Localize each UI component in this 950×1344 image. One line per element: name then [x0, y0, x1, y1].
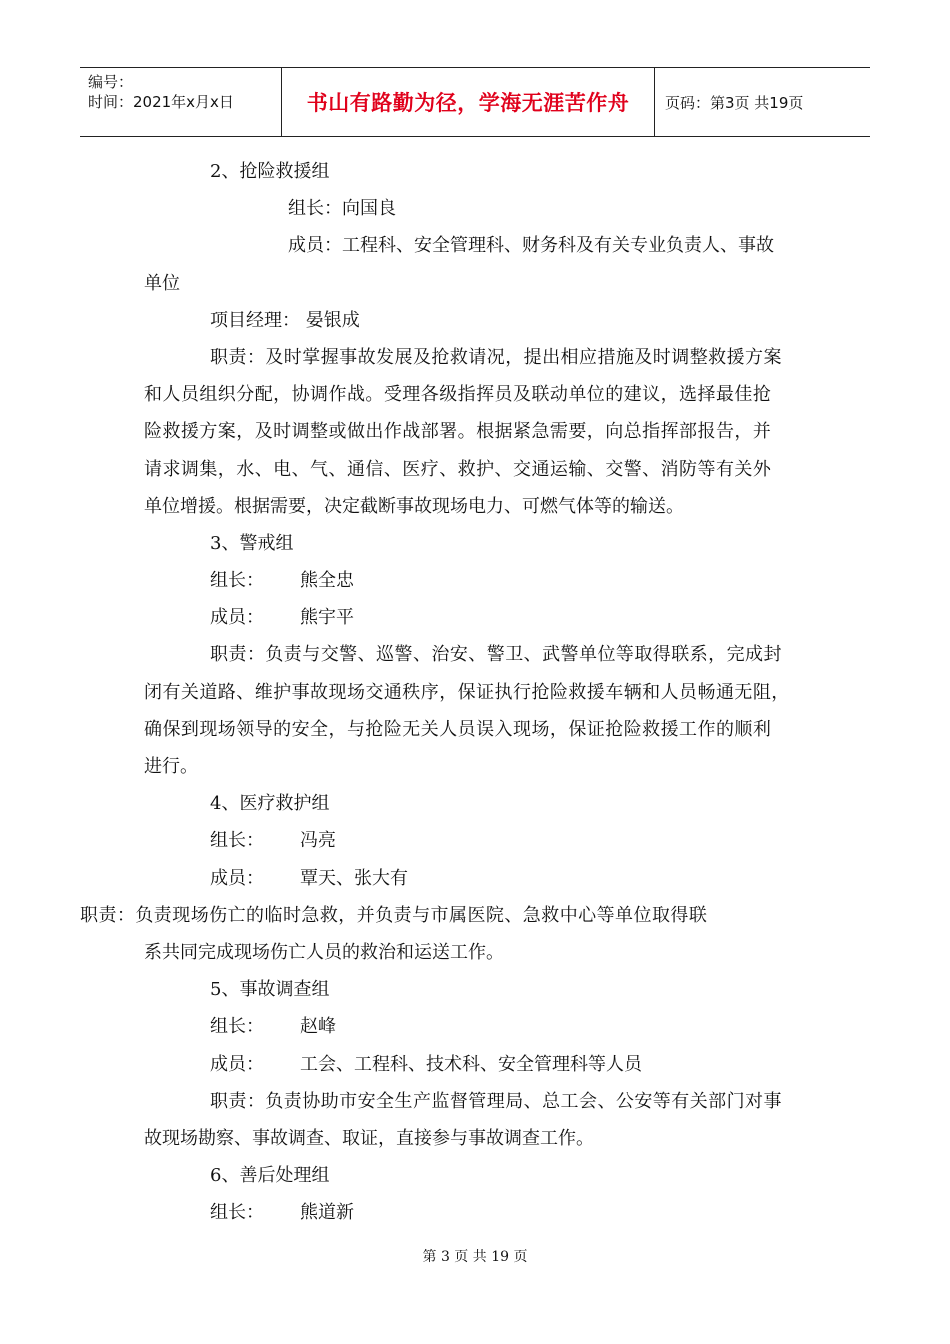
paragraph-line: 闭有关道路、维护事故现场交通秩序，保证执行抢险救援车辆和人员畅通无阻，	[144, 681, 790, 703]
paragraph-line	[144, 1008, 809, 1045]
paragraph-line: 职责：负责与交警、巡警、治安、警卫、武警单位等取得联系，完成封	[210, 644, 782, 666]
paragraph-line: 职责：及时掌握事故发展及抢救请况，提出相应措施及时调整救援方案	[210, 346, 782, 368]
document-date-label: 时间：2021年x月x日	[88, 93, 234, 111]
document-header	[80, 67, 870, 137]
header-page-number: 页码：第3页 共19页	[665, 93, 804, 112]
member-name: 熊宇平	[300, 607, 354, 629]
member-label: 成员：	[210, 1053, 264, 1075]
paragraph-line: 组长：向国良	[288, 198, 396, 220]
paragraph-line	[144, 562, 809, 599]
document-number-label: 编号：	[88, 73, 134, 91]
paragraph-line: 请求调集，水、电、气、通信、医疗、救护、交通运输、交警、消防等有关外	[144, 458, 772, 480]
paragraph-line	[144, 1194, 809, 1231]
header-motto: 书山有路勤为径，学海无涯苦作舟	[282, 68, 655, 136]
section-heading-cordon: 3、警戒组	[210, 532, 294, 554]
paragraph-line: 项目经理： 晏银成	[210, 309, 360, 331]
leader-label: 组长：	[210, 1202, 264, 1224]
paragraph-line	[144, 860, 809, 897]
section-heading-medical: 4、医疗救护组	[210, 793, 330, 815]
paragraph-line	[144, 599, 809, 636]
paragraph-line: 和人员组织分配，协调作战。受理各级指挥员及联动单位的建议，选择最佳抢	[144, 384, 772, 406]
member-name: 覃天、张大有	[300, 867, 408, 889]
paragraph-line: 险救援方案，及时调整或做出作战部署。根据紧急需要，向总指挥部报告，并	[144, 421, 772, 443]
leader-label: 组长：	[210, 830, 264, 852]
leader-label: 组长：	[210, 570, 264, 592]
leader-label: 组长：	[210, 1016, 264, 1038]
paragraph-line	[144, 1046, 809, 1083]
section-heading-rescue: 2、抢险救援组	[210, 161, 330, 182]
leader-name: 赵峰	[300, 1016, 336, 1038]
paragraph-line: 职责：负责现场伤亡的临时急救，并负责与市属医院、急救中心等单位取得联	[80, 904, 708, 926]
leader-name: 熊道新	[300, 1202, 354, 1224]
document-body	[80, 153, 809, 1231]
leader-name: 熊全忠	[300, 570, 354, 592]
paragraph-line: 职责：负责协助市安全生产监督管理局、总工会、公安等有关部门对事	[210, 1090, 782, 1112]
paragraph-line: 进行。	[144, 756, 198, 777]
member-label: 成员：	[210, 867, 264, 889]
member-name: 工会、工程科、技术科、安全管理科等人员	[300, 1053, 642, 1075]
paragraph-line: 成员：工程科、安全管理科、财务科及有关专业负责人、事故	[288, 235, 774, 257]
paragraph-line: 系共同完成现场伤亡人员的救治和运送工作。	[144, 941, 504, 963]
section-heading-aftermath: 6、善后处理组	[210, 1165, 330, 1187]
member-label: 成员：	[210, 607, 264, 629]
page-footer: 第 3 页 共 19 页	[422, 1249, 528, 1265]
paragraph-line: 单位增援。根据需要，决定截断事故现场电力、可燃气体等的输送。	[144, 495, 684, 517]
paragraph-line: 单位	[144, 272, 180, 294]
header-meta-cell	[80, 68, 282, 136]
paragraph-line	[144, 822, 809, 859]
paragraph-line: 故现场勘察、事故调查、取证，直接参与事故调查工作。	[144, 1127, 594, 1149]
section-heading-investigation: 5、事故调查组	[210, 979, 330, 1001]
paragraph-line: 确保到现场领导的安全，与抢险无关人员误入现场，保证抢险救援工作的顺利	[144, 718, 772, 740]
leader-name: 冯亮	[300, 830, 336, 852]
